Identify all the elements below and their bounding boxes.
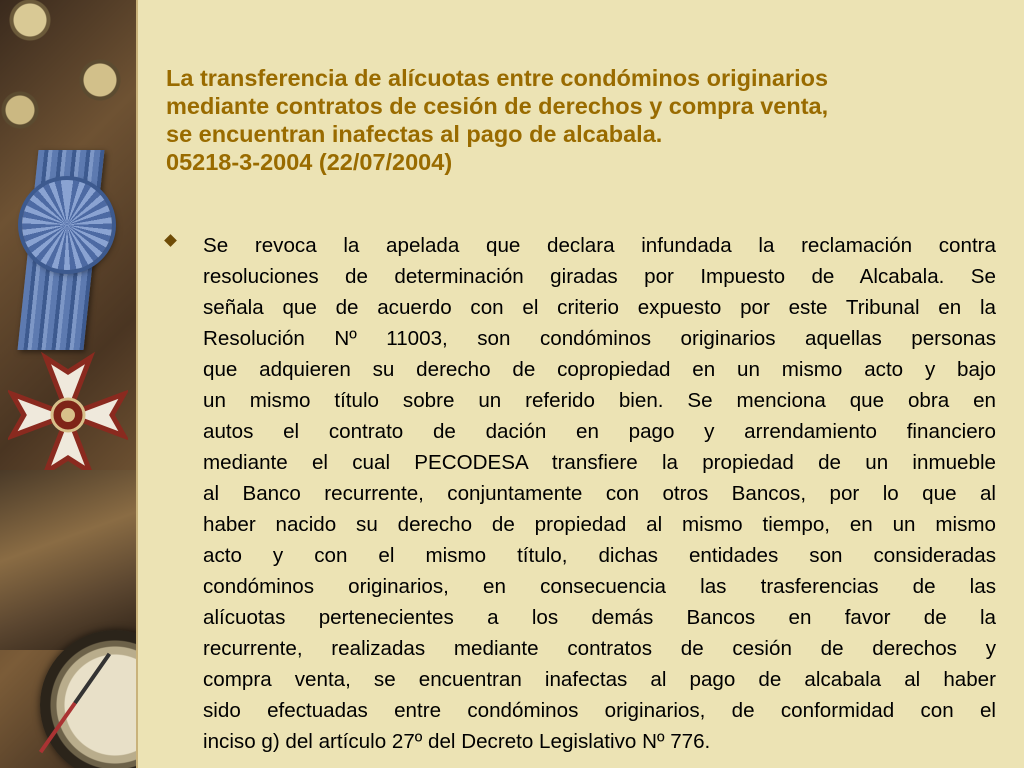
body-line: compra venta, se encuentran inafectas al pago de alcabala al haber [203,668,996,691]
title-line: La transferencia de alícuotas entre condóminos originarios [166,65,829,91]
title-line: mediante contratos de cesión de derechos y compra venta, [166,93,829,119]
body-line: mediante el cual PECODESA transfiere la propiedad de un inmueble [203,451,996,474]
body-line: que adquieren su derecho de copropiedad en un mismo acto y bajo [203,358,996,381]
body-line: condóminos originarios, en consecuencia las trasferencias de las [203,575,996,598]
body-line: sido efectuadas entre condóminos originarios, de conformidad con el [203,699,996,722]
compass-image [40,630,138,768]
maltese-cross-medal [8,350,128,480]
leather-background [0,470,136,650]
body-line: acto y con el mismo título, dichas entidades son consideradas [203,544,996,567]
diamond-bullet-icon [164,234,177,247]
body-line: alícuotas pertenecientes a los demás Bancos en favor de la [203,606,996,629]
decorative-side-image [0,0,138,768]
body-line: autos el contrato de dación en pago y arrendamiento financiero [203,420,996,443]
body-line: al Banco recurrente, conjuntamente con otros Bancos, por lo que al [203,482,996,505]
body-line: recurrente, realizadas mediante contratos de cesión de derechos y [203,637,996,660]
body-line: Resolución Nº 11003, son condóminos originarios aquellas personas [203,327,996,350]
body-line: inciso g) del artículo 27º del Decreto Legislativo Nº 776. [203,730,711,753]
slide-title [166,64,1006,176]
body-line: señala que de acuerdo con el criterio expuesto por este Tribunal en la [203,296,996,319]
body-line: resoluciones de determinación giradas por Impuesto de Alcabala. Se [203,265,996,288]
medal-rosette [22,180,112,270]
resolution-reference: 05218-3-2004 (22/07/2004) [166,149,453,175]
body-line: Se revoca la apelada que declara infundada la reclamación contra [203,234,996,257]
body-line: un mismo título sobre un referido bien. Se menciona que obra en [203,389,996,412]
body-line: haber nacido su derecho de propiedad al mismo tiempo, en un mismo [203,513,996,536]
title-line: se encuentran inafectas al pago de alcabala. [166,121,663,147]
bullet-body-text [203,230,996,757]
